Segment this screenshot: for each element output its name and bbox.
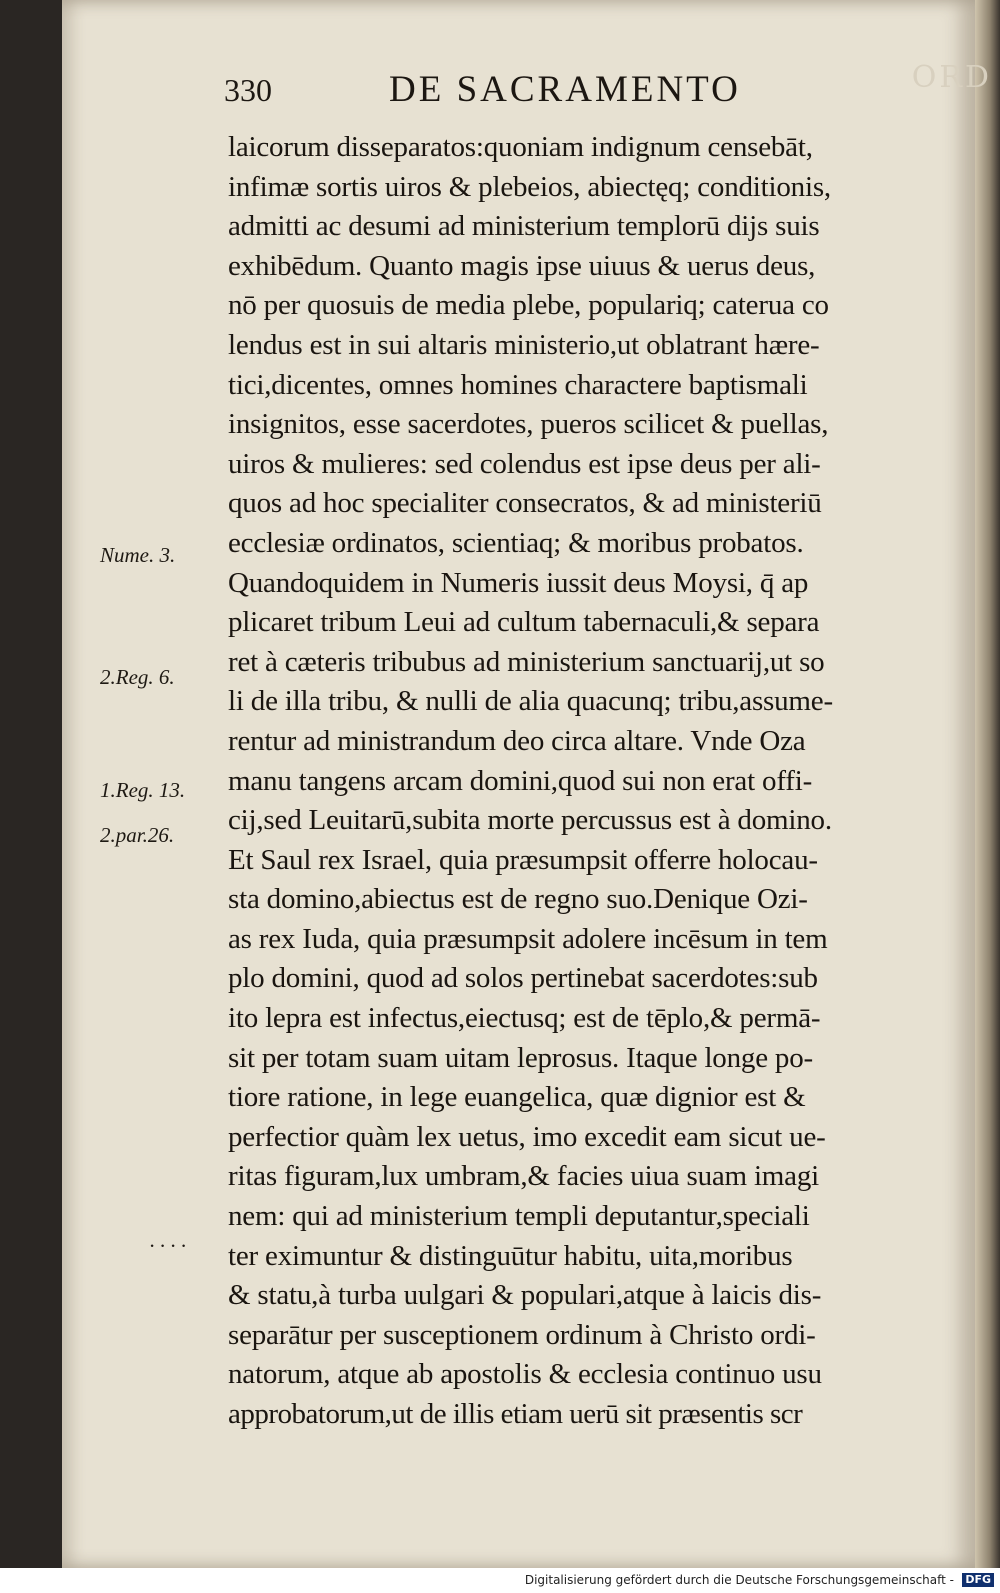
text-line: perfectior quàm lex uetus, imo excedit eam sicut ue- — [228, 1120, 826, 1153]
margin-note-2-par: 2.par.26. — [100, 823, 175, 847]
text-line: nō per quosuis de media plebe, populariq; caterua co — [228, 289, 829, 322]
text-line: nem: qui ad ministerium templi deputantur,speciali — [228, 1200, 810, 1233]
margin-note-dots: . . . . — [150, 1228, 187, 1252]
text-line: cij,sed Leuitarū,subita morte percussus est à domino. — [228, 804, 832, 837]
text-line: admitti ac desumi ad ministerium templorū dijs suis — [228, 210, 820, 243]
text-line: sta domino,abiectus est de regno suo.Denique Ozi- — [228, 883, 808, 916]
text-line: ret à cæteris tribubus ad ministerium sanctuarij,ut so — [228, 645, 825, 678]
text-line: quos ad hoc specialiter consecratos, & ad ministeriū — [228, 487, 822, 520]
text-line: tici,dicentes, omnes homines charactere baptismali — [228, 368, 808, 401]
bleed-through-text: ORD — [911, 60, 992, 95]
page-number: 330 — [224, 72, 272, 108]
text-line: ecclesiæ ordinatos, scientiaq; & moribus probatos. — [228, 526, 804, 559]
text-line: insignitos, esse sacerdotes, pueros scilicet & puellas, — [228, 408, 829, 441]
body-text — [228, 128, 968, 1435]
text-line: manu tangens arcam domini,quod sui non erat offi- — [228, 764, 813, 797]
text-line: plicaret tribum Leui ad cultum tabernaculi,& separa — [228, 606, 820, 639]
text-line: exhibēdum. Quanto magis ipse uiuus & uerus deus, — [228, 249, 816, 282]
margin-note-2-reg: 2.Reg. 6. — [100, 665, 175, 689]
text-line: plo domini, quod ad solos pertinebat sacerdotes:sub — [228, 962, 818, 995]
text-line: natorum, atque ab apostolis & ecclesia continuo usu — [228, 1358, 822, 1391]
text-line: sit per totam suam uitam leprosus. Itaque longe po- — [228, 1041, 813, 1074]
text-line: uiros & mulieres: sed colendus est ipse deus per ali- — [228, 447, 821, 480]
text-line: approbatorum,ut de illis etiam uerū sit præsentis scr — [228, 1398, 803, 1430]
text-line: laicorum disseparatos:quoniam indignum censebāt, — [228, 131, 813, 163]
text-line: as rex Iuda, quia præsumpsit adolere incēsum in tem — [228, 922, 828, 955]
text-line: ter eximuntur & distinguūtur habitu, uita,moribus — [228, 1239, 793, 1272]
text-line: ritas figuram,lux umbram,& facies uiua suam imagi — [228, 1160, 819, 1193]
text-line: separātur per susceptionem ordinum à Christo ordi- — [228, 1318, 816, 1351]
margin-note-1-reg: 1.Reg. 13. — [100, 778, 186, 802]
text-line: ito lepra est infectus,eiectusq; est de tēplo,& permā- — [228, 1002, 821, 1035]
page-edge — [975, 0, 1000, 1568]
running-head — [224, 62, 984, 114]
text-line: lendus est in sui altaris ministerio,ut oblatrant hære- — [228, 328, 820, 361]
footer-credit: Digitalisierung gefördert durch die Deutsche Forschungsgemeinschaft - — [524, 1573, 954, 1587]
dfg-logo: DFG — [962, 1573, 994, 1587]
text-line: li de illa tribu, & nulli de alia quacunq; tribu,assume- — [228, 685, 833, 718]
footer-bar — [0, 1568, 1000, 1593]
text-line: rentur ad ministrandum deo circa altare. Vnde Oza — [228, 724, 806, 757]
text-line: & statu,à turba uulgari & populari,atque à laicis dis- — [228, 1279, 822, 1312]
running-title: DE SACRAMENTO — [389, 69, 741, 110]
text-line: Quandoquidem in Numeris iussit deus Moysi, q̄ ap — [228, 566, 809, 599]
text-line: tiore ratione, in lege euangelica, quæ dignior est & — [228, 1081, 806, 1114]
text-line: Et Saul rex Israel, quia præsumpsit offerre holocau- — [228, 843, 818, 876]
text-line: infimæ sortis uiros & plebeios, abiectęq; conditionis, — [228, 170, 831, 203]
margin-note-numbers: Nume. 3. — [100, 543, 176, 567]
